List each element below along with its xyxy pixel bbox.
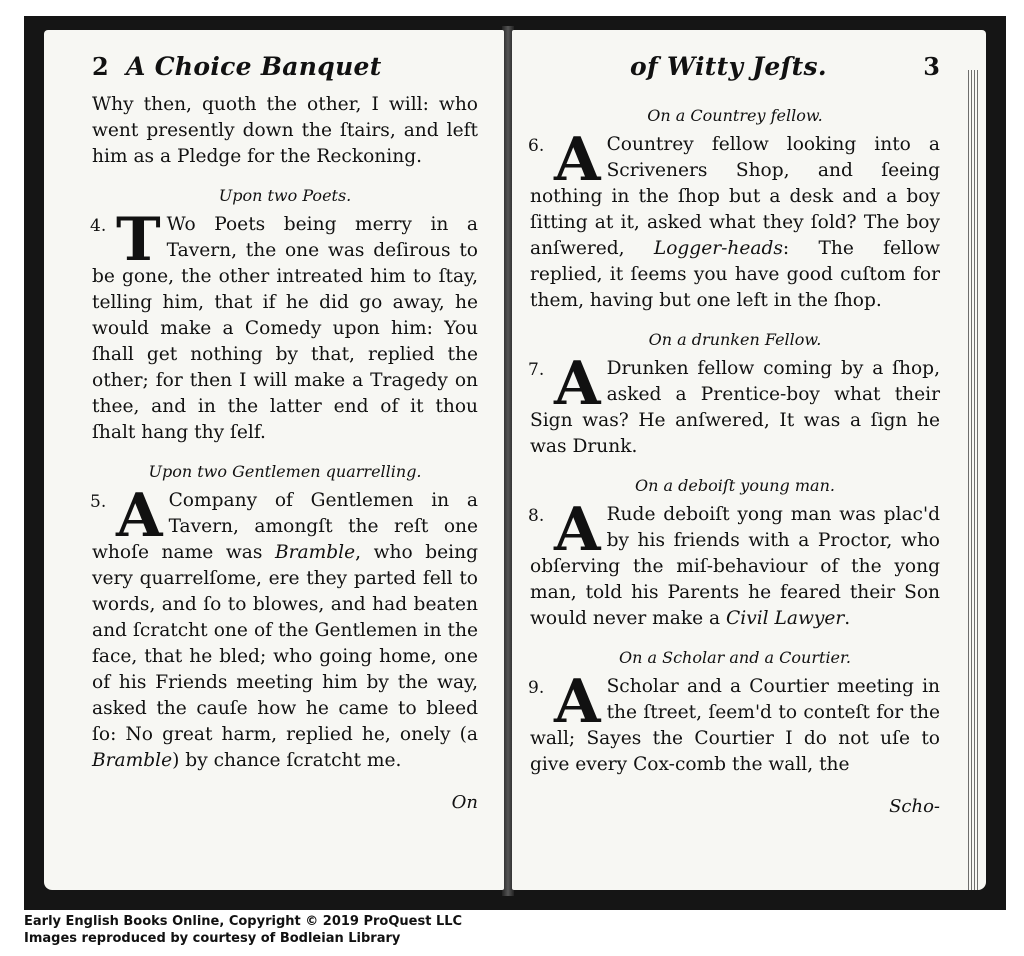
drop-cap: A bbox=[116, 481, 163, 551]
entry-heading: On a Scholar and a Courtier. bbox=[619, 648, 851, 667]
entry-number: 5. bbox=[90, 492, 107, 512]
right-running-head bbox=[530, 52, 940, 90]
italic-word: Logger-heads bbox=[653, 238, 783, 259]
left-running-title: A Choice Banquet bbox=[126, 52, 382, 81]
copyright-line: Early English Books Online, Copyright © 2019 ProQuest LLC bbox=[24, 914, 463, 929]
italic-word: Civil Lawyer bbox=[726, 608, 845, 629]
copyright-footer bbox=[24, 913, 462, 947]
right-page-number: 3 bbox=[923, 52, 940, 81]
page-edges bbox=[966, 70, 980, 890]
entry-text-part: Company of Gentlemen in a Tavern, amongſt the reſt one whoſe name was bbox=[92, 490, 478, 563]
left-page bbox=[44, 30, 504, 890]
entry-number: 7. bbox=[528, 360, 545, 380]
opening-text: Why then, quoth the other, I will: who went presently down the ſtairs, and left him as a Pledge for the Reckoning. bbox=[92, 94, 478, 167]
entry-text: Drunken fellow coming by a ſhop, asked a Prentice-boy what their Sign was? He anſwered, It was a ſign he was Drunk. bbox=[530, 358, 940, 457]
book-scan bbox=[24, 16, 1006, 910]
entry-9 bbox=[528, 667, 940, 778]
entry-4 bbox=[90, 205, 478, 446]
entry-7 bbox=[528, 349, 940, 460]
drop-cap: A bbox=[554, 125, 601, 195]
italic-name: Bramble bbox=[92, 750, 173, 771]
entry-5 bbox=[90, 481, 478, 774]
entry-heading: Upon two Gentlemen quarrelling. bbox=[148, 462, 422, 481]
entry-6 bbox=[528, 125, 940, 314]
drop-cap: T bbox=[116, 205, 161, 275]
entry-number: 9. bbox=[528, 678, 545, 698]
drop-cap: A bbox=[554, 349, 601, 419]
entry-heading: On a Countrey fellow. bbox=[647, 106, 823, 125]
entry-text-part: Rude deboiſt yong man was plac'd by his friends with a Proctor, who obſerving the miſ-behaviour of the yong man, told his Parents he feared their Son would never make a bbox=[530, 504, 940, 629]
entry-text-part: . bbox=[844, 608, 851, 629]
entry-text-part: Countrey fellow looking into a Scriveners Shop, and ſeeing nothing in the ſhop but a desk and a boy ſitting at it, asked what they ſold? The boy anſwered, bbox=[530, 134, 940, 259]
entry-text: Wo Poets being merry in a Tavern, the one was deſirous to be gone, the other intreated him to ſtay, telling him, that if he did go away, he would make a Comedy upon him: You ſhall get nothing by that, replied the other; for then I will make a Tragedy on thee, and in the latter end of it thou ſhalt hang thy ſelf. bbox=[92, 214, 478, 443]
entry-heading: On a deboiſt young man. bbox=[635, 476, 835, 495]
italic-name: Bramble bbox=[274, 542, 356, 563]
courtesy-line: Images reproduced by courtesy of Bodleian Library bbox=[24, 931, 401, 946]
right-catchword: Scho- bbox=[889, 796, 940, 817]
right-running-title: of Witty Jeſts. bbox=[630, 52, 827, 81]
left-running-head bbox=[92, 52, 478, 90]
drop-cap: A bbox=[554, 667, 601, 737]
entry-text-part: : The fellow replied, it ſeems you have good cuſtom for them, having but one left in the ſhop. bbox=[530, 238, 940, 311]
entry-heading: On a drunken Fellow. bbox=[648, 330, 822, 349]
entry-text: Scholar and a Courtier meeting in the ſtreet, ſeem'd to conteſt for the wall; Sayes the Courtier I do not uſe to give every Cox-comb the wall, the bbox=[530, 676, 940, 775]
entry-text-part: ) by chance ſcratcht me. bbox=[172, 750, 402, 771]
left-page-number: 2 bbox=[92, 52, 109, 81]
entry-number: 6. bbox=[528, 136, 545, 156]
entry-number: 8. bbox=[528, 506, 545, 526]
left-catchword: On bbox=[451, 792, 478, 813]
entry-8 bbox=[528, 495, 940, 632]
drop-cap: A bbox=[554, 495, 601, 565]
right-page bbox=[512, 30, 986, 890]
entry-heading: Upon two Poets. bbox=[218, 186, 352, 205]
entry-text-part: , who being very quarrelſome, ere they parted fell to words, and ſo to blowes, and had beaten and ſcratcht one of the Gentlemen in the face, that he bled; who going home, one of his Friends meeting him by the way, asked the cauſe how he came to bleed ſo: No great harm, replied he, onely (a bbox=[92, 542, 478, 745]
entry-number: 4. bbox=[90, 216, 107, 236]
